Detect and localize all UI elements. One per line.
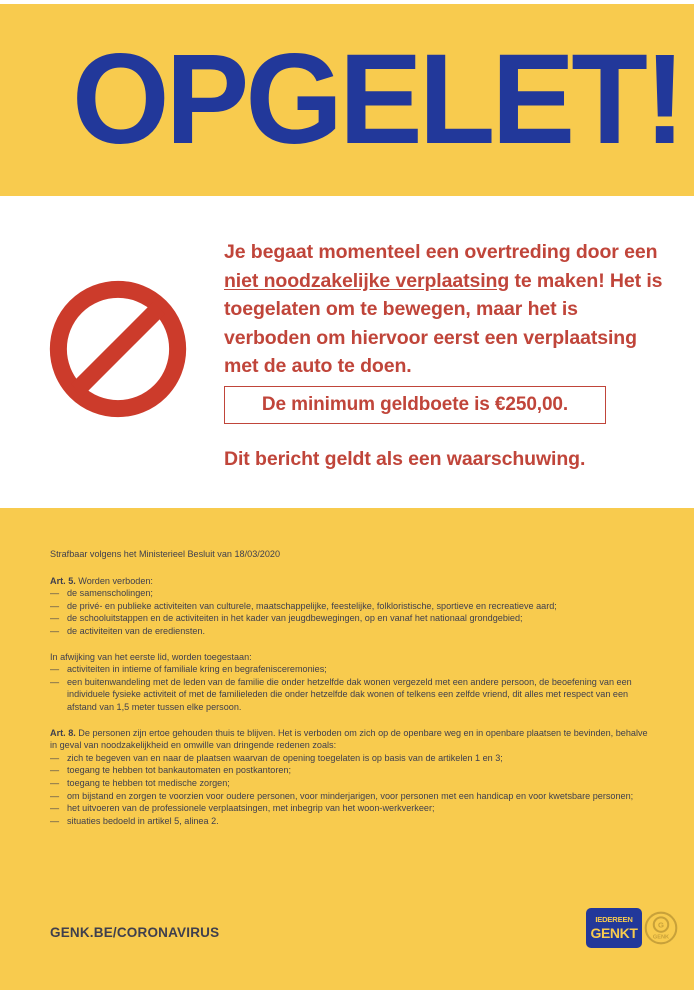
legal-list-item: — toegang te hebben tot bankautomaten en postkantoren; [50, 764, 650, 777]
logo-badge-bottom-line: GENKT [590, 924, 638, 941]
legal-sections [50, 575, 650, 828]
legal-list-item: — de activiteiten van de erediensten. [50, 625, 650, 638]
genk-seal-icon [644, 911, 678, 945]
legal-list-item: — een buitenwandeling met de leden van de familie die onder hetzelfde dak wonen vergezeld met een andere persoon, de beoefening van een individuele fysieke activiteit of met de familieleden die onder hetzelfde dak wonen of telkens een zelfde vriend, dit alles met respect van een afstand van 1,5 meter tussen elke persoon. [50, 676, 650, 714]
legal-list [50, 752, 650, 828]
legal-list-item: — de schooluitstappen en de activiteiten in het kader van jeugdbewegingen, op en vanaf het nationaal grondgebied; [50, 612, 650, 625]
message-lead-underlined: niet noodzakelijke verplaatsing [224, 269, 510, 292]
message-lead [224, 238, 668, 381]
legal-list-item: — het uitvoeren van de professionele verplaatsingen, met inbegrip van het woon-werkverkeer; [50, 802, 650, 815]
legal-section-heading-text: De personen zijn ertoe gehouden thuis te blijven. Het is verboden om zich op de openbare weg en in openbare plaatsen te bevinden, behalve in geval van noodzakelijkheid en omwille van dringende redenen zoals: [50, 727, 648, 751]
legal-list-item: — activiteiten in intieme of familiale kring en begrafenisceremonies; [50, 663, 650, 676]
legal-article-number: Art. 5. [50, 575, 76, 586]
legal-section-heading-text: Worden verboden: [75, 575, 153, 586]
message-block [224, 238, 668, 381]
legal-section-heading-text: In afwijking van het eerste lid, worden toegestaan: [50, 651, 252, 662]
legal-section-heading [50, 575, 650, 588]
message-lead-part1: Je begaat momenteel een overtreding door een [224, 241, 658, 263]
legal-intro: Strafbaar volgens het Ministerieel Besluit van 18/03/2020 [50, 549, 281, 559]
header-band [0, 4, 694, 196]
genk-logo [586, 908, 670, 948]
legal-list [50, 663, 650, 713]
legal-section-heading [50, 727, 650, 752]
legal-list-item: — de samenscholingen; [50, 587, 650, 600]
legal-section [50, 727, 650, 828]
footer-url[interactable]: GENK.BE/CORONAVIRUS [50, 925, 220, 940]
legal-list-item: — toegang te hebben tot medische zorgen; [50, 777, 650, 790]
legal-list-item: — situaties bedoeld in artikel 5, alinea 2. [50, 815, 650, 828]
legal-list-item: — de privé- en publieke activiteiten van culturele, maatschappelijke, feestelijke, folkloristische, sportieve en recreatieve aard; [50, 600, 650, 613]
legal-section [50, 651, 650, 714]
svg-text:G: G [658, 920, 664, 930]
no-entry-icon [47, 278, 189, 420]
message-lead-part2: te maken! Het is toegelaten om te bewegen, maar het is verboden om hiervoor eerst een verplaatsing met de auto te doen. [224, 269, 663, 377]
legal-text [50, 548, 650, 827]
legal-article-number: Art. 8. [50, 727, 76, 738]
logo-badge-top-line: IEDEREEN [595, 915, 633, 925]
logo-badge [586, 908, 642, 948]
legal-list-item: — zich te begeven van en naar de plaatsen waarvan de opening toegelaten is op basis van de artikelen 1 en 3; [50, 752, 650, 765]
fine-amount-box [224, 386, 606, 424]
legal-list [50, 587, 650, 637]
legal-section-heading [50, 651, 650, 664]
page-title: OPGELET! [72, 28, 682, 171]
warning-notice: Dit bericht geldt als een waarschuwing. [224, 448, 586, 470]
fine-amount-text: De minimum geldboete is €250,00. [261, 394, 569, 415]
legal-section [50, 575, 650, 638]
legal-list-item: — om bijstand en zorgen te voorzien voor oudere personen, voor minderjarigen, voor personen met een handicap en voor kwetsbare personen; [50, 790, 650, 803]
svg-text:GENK: GENK [652, 934, 670, 941]
